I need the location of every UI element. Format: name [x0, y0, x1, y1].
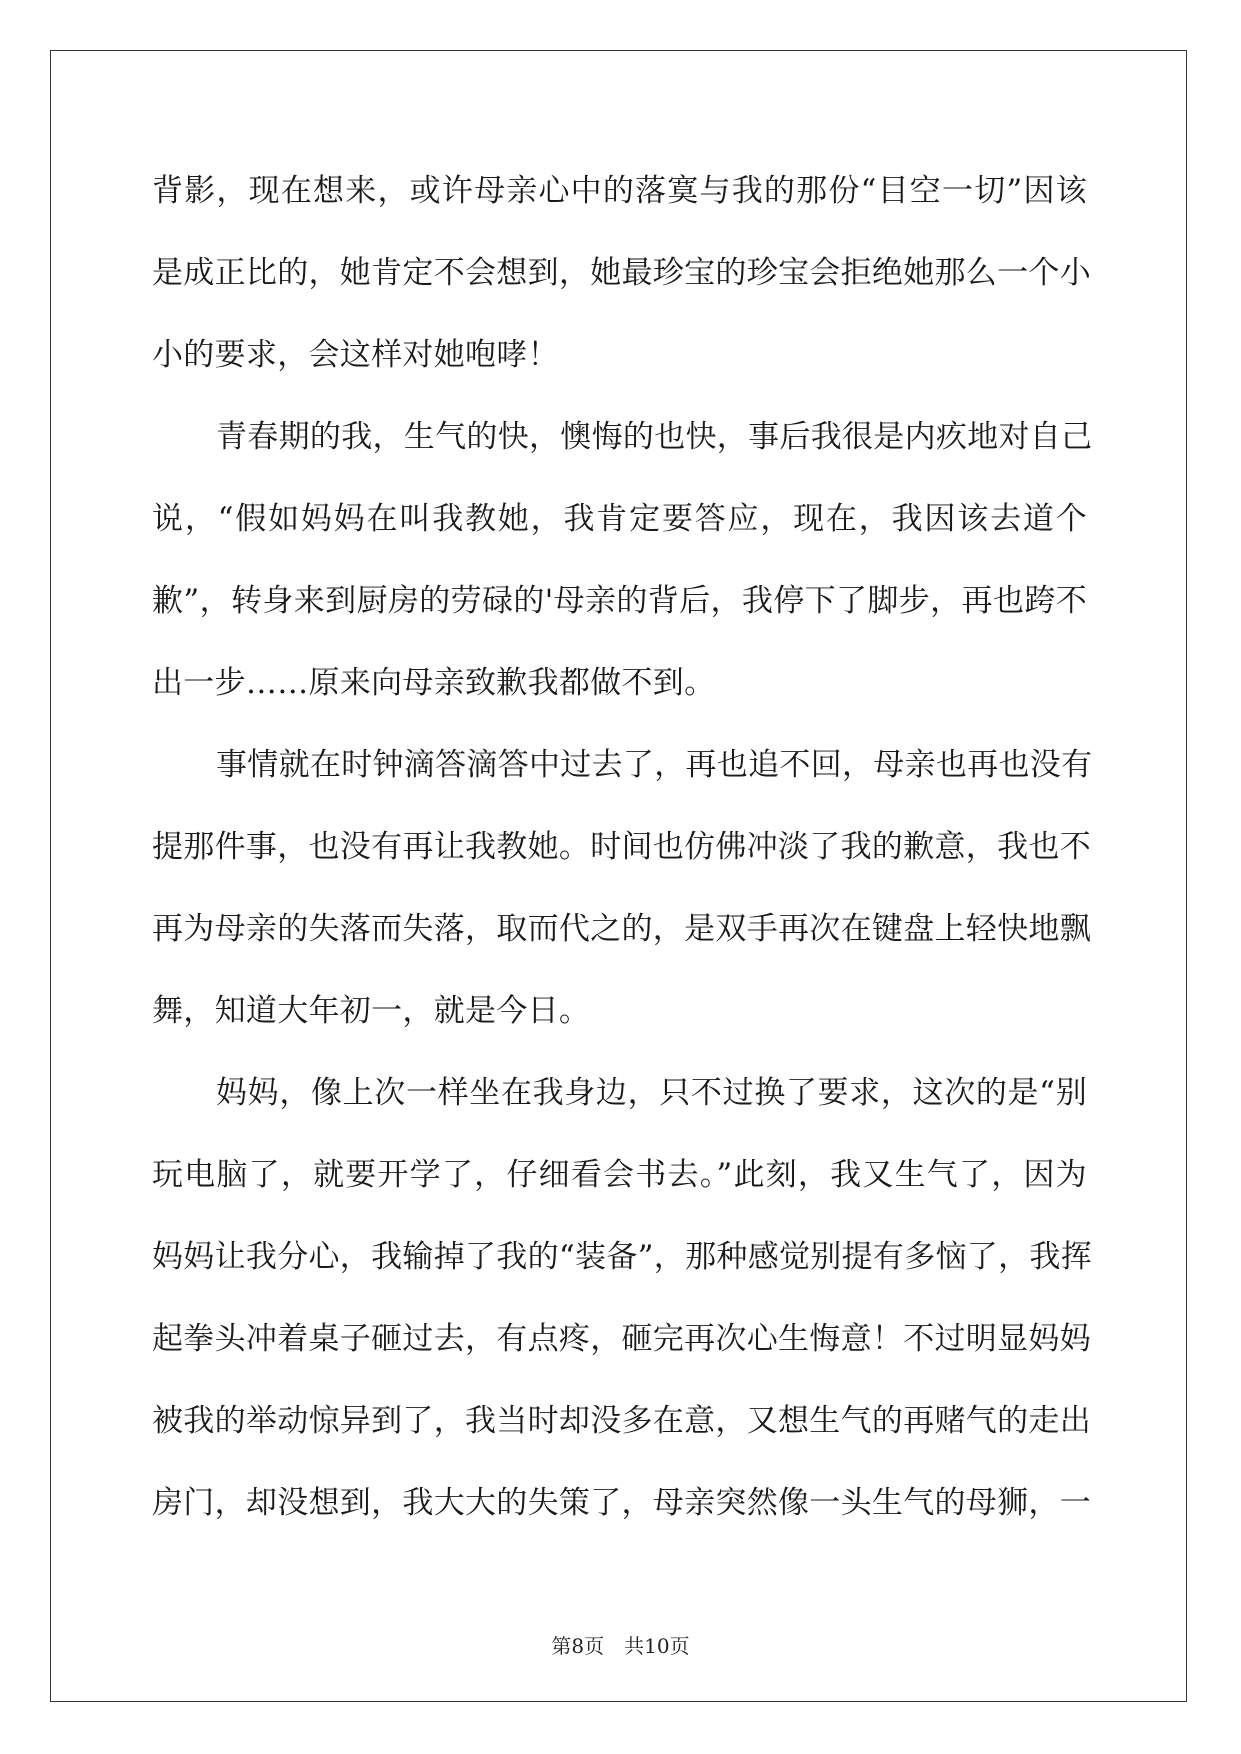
text-line: 小的要求，会这样对她咆哮！ — [152, 337, 559, 373]
text-line: 事情就在时钟滴答滴答中过去了，再也追不回，母亲也再也没有 — [216, 747, 1093, 783]
text-line: 提那件事，也没有再让我教她。时间也仿佛冲淡了我的歉意，我也不 — [152, 829, 1091, 865]
text-line: 青春期的我，生气的快，懊悔的也快，事后我很是内疚地对自己 — [216, 419, 1093, 455]
text-line: 舞，知道大年初一，就是今日。 — [152, 993, 591, 1029]
text-line: 起拳头冲着桌子砸过去，有点疼，砸完再次心生悔意！不过明显妈妈 — [152, 1321, 1091, 1357]
text-line: 是成正比的，她肯定不会想到，她最珍宝的珍宝会拒绝她那么一个小 — [152, 255, 1091, 291]
text-line: 歉”，转身来到厨房的劳碌的'母亲的背后，我停下了脚步，再也跨不 — [152, 583, 1087, 619]
text-line: 说，“假如妈妈在叫我教她，我肯定要答应，现在，我因该去道个 — [152, 501, 1087, 537]
text-line: 再为母亲的失落而失落，取而代之的，是双手再次在键盘上轻快地飘 — [152, 911, 1091, 947]
text-line: 妈妈让我分心，我输掉了我的“装备”，那种感觉别提有多恼了，我挥 — [152, 1239, 1092, 1275]
page-number-footer: 第8页 共10页 — [551, 1634, 690, 1658]
text-line: 背影，现在想来，或许母亲心中的落寞与我的那份“目空一切”因该 — [152, 173, 1087, 209]
text-line: 被我的举动惊异到了，我当时却没多在意，又想生气的再赌气的走出 — [152, 1403, 1091, 1439]
text-line: 出一步……原来向母亲致歉我都做不到。 — [152, 665, 716, 701]
text-line: 房门，却没想到，我大大的失策了，母亲突然像一头生气的母狮，一 — [152, 1485, 1091, 1521]
text-line: 玩电脑了，就要开学了，仔细看会书去。”此刻，我又生气了，因为 — [152, 1157, 1087, 1193]
text-line: 妈妈，像上次一样坐在我身边，只不过换了要求，这次的是“别 — [216, 1075, 1087, 1111]
document-body — [152, 160, 1093, 1554]
